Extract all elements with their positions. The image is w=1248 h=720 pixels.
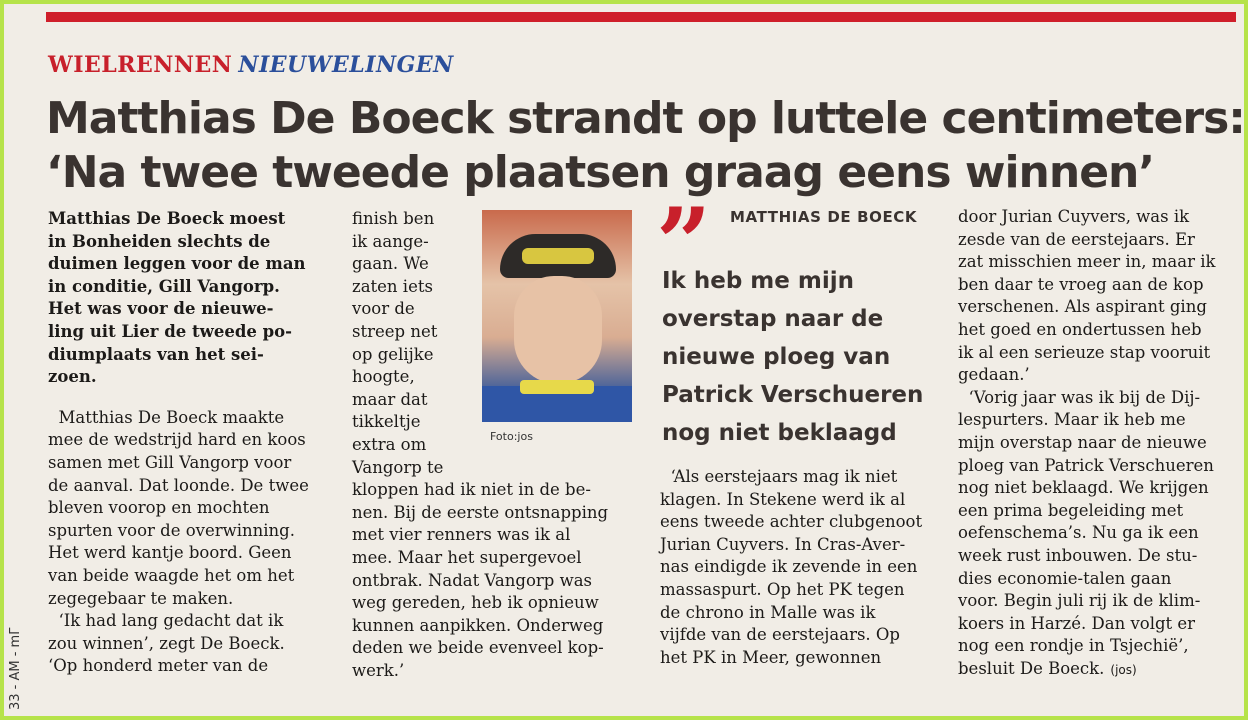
text-line: ling uit Lier de tweede po- [48,321,293,341]
text-line: nen. Bij de eerste ontsnapping [352,502,609,522]
article-headline [46,92,1245,200]
text-line: kloppen had ik niet in de be- [352,480,591,500]
section-kicker [48,52,454,78]
text-line: zat misschien meer in, maar ik [958,252,1216,272]
text-line: voor de [352,299,415,319]
text-line: ik aange- [352,231,429,251]
author-credit: (jos) [1110,662,1137,677]
text-line: verschenen. Als aspirant ging [958,297,1207,317]
text-line: week rust inbouwen. De stu- [958,545,1198,565]
text-line: Het was voor de nieuwe- [48,299,274,319]
kicker-subsection: NIEUWELINGEN [238,52,454,78]
text-line: spurten voor de overwinning. [48,520,295,540]
text-line: ‘Ik had lang gedacht dat ik [48,611,284,631]
quote-mark-icon: ” [656,187,712,300]
pullquote-line: nieuwe ploeg van [662,344,891,370]
text-line: Vangorp te [352,457,444,477]
page-marker: 33 - AM - mΓ [8,627,23,710]
text-line: door Jurian Cuyvers, was ik [958,207,1190,226]
text-line: op gelijke [352,344,434,364]
text-line: streep net [352,321,438,341]
text-line: ploeg van Patrick Verschueren [958,455,1214,475]
pullquote [662,262,932,452]
text-line: deden we beide evenveel kop- [352,638,604,658]
sunglasses-shape [522,248,594,264]
text-line: zesde van de eerstejaars. Er [958,229,1195,249]
text-line: met vier renners was ik al [352,525,571,545]
text-line: het goed en ondertussen heb [958,319,1202,339]
text-line: ik al een serieuze stap vooruit [958,342,1211,362]
text-line: maar dat [352,389,428,409]
column-4 [958,206,1238,681]
top-red-rule [46,12,1236,22]
closing-text: besluit De Boeck. [958,658,1105,678]
narrow-text [352,208,462,479]
text-line: mijn overstap naar de nieuwe [958,432,1207,452]
text-line: mee. Maar het supergevoel [352,547,582,567]
text-line: dies economie-talen gaan [958,568,1172,588]
text-line: zegegebaar te maken. [48,588,234,608]
text-line [958,658,1238,682]
photo-caption: Foto:jos [490,430,533,443]
text-line: massaspurt. Op het PK tegen [660,579,905,599]
pullquote-line: Ik heb me mijn [662,268,854,294]
text-line: duimen leggen voor de man [48,254,306,274]
text-line: eens tweede achter clubgenoot [660,512,923,532]
column-3 [660,466,950,669]
text-line: een prima begeleiding met [958,500,1184,520]
cyclist-photo [482,210,632,422]
text-line: gedaan.’ [958,365,1030,385]
text-line: voor. Begin juli rij ik de klim- [958,591,1201,611]
headline-line-2: ‘Na twee tweede plaatsen graag eens winnen’ [46,147,1155,198]
text-line: de chrono in Malle was ik [660,602,876,622]
text-line: bleven voorop en mochten [48,498,270,518]
text-line: koers in Harzé. Dan volgt er [958,613,1196,633]
text-line: ‘Vorig jaar was ik bij de Dij- [958,387,1201,407]
wide-text [352,479,634,682]
text-line: gaan. We [352,254,429,274]
text-line: ontbrak. Nadat Vangorp was [352,570,592,590]
text-line: nog niet beklaagd. We krijgen [958,478,1209,498]
text-line: in Bonheiden slechts de [48,231,271,251]
text-line: lespurters. Maar ik heb me [958,410,1186,430]
text-line: mee de wedstrijd hard en koos [48,430,306,450]
pullquote-name: MATTHIAS DE BOECK [730,208,918,226]
text-line: oefenschema’s. Nu ga ik een [958,523,1199,543]
text-line: weg gereden, heb ik opnieuw [352,593,599,613]
text-line: kunnen aanpikken. Onderweg [352,615,604,635]
text-line: extra om [352,434,427,454]
text-line: in conditie, Gill Vangorp. [48,276,280,296]
text-line: zou winnen’, zegt De Boeck. [48,633,285,653]
face-shape [514,276,602,384]
pullquote-line: nog niet beklaagd [662,420,897,446]
text-line: diumplaats van het sei- [48,344,264,364]
lead-paragraph [48,208,338,389]
text-line: tikkeltje [352,412,421,432]
text-line: ‘Op honderd meter van de [48,656,269,676]
text-line: ben daar te vroeg aan de kop [958,274,1204,294]
text-line: van beide waagde het om het [48,565,295,585]
pullquote-line: Patrick Verschueren [662,382,924,408]
text-line: finish ben [352,209,435,228]
text-line: het PK in Meer, gewonnen [660,647,882,667]
text-line: samen met Gill Vangorp voor [48,452,292,472]
text-line: nas eindigde ik zevende in een [660,557,918,577]
text-line: Matthias De Boeck maakte [48,407,285,427]
text-line: vijfde van de eerstejaars. Op [660,625,900,645]
text-line: ‘Als eerstejaars mag ik niet [660,467,898,486]
text-line: hoogte, [352,367,415,387]
headline-line-1: Matthias De Boeck strandt op luttele centimeters: [46,93,1245,144]
kicker-section: WIELRENNEN [48,52,233,78]
text-line: nog een rondje in Tsjechië’, [958,636,1189,656]
pullquote-line: overstap naar de [662,306,884,332]
body-text [48,407,338,678]
text-line: Het werd kantje boord. Geen [48,543,292,563]
column-1 [48,208,338,678]
text-line: Jurian Cuyvers. In Cras-Aver- [660,534,906,554]
text-line: Matthias De Boeck moest [48,209,286,228]
text-line: zaten iets [352,276,433,296]
text-line: de aanval. Dat loonde. De twee [48,475,309,495]
text-line: werk.’ [352,660,405,680]
text-line: zoen. [48,367,97,387]
text-line: klagen. In Stekene werd ik al [660,489,906,509]
collar-shape [520,380,594,394]
